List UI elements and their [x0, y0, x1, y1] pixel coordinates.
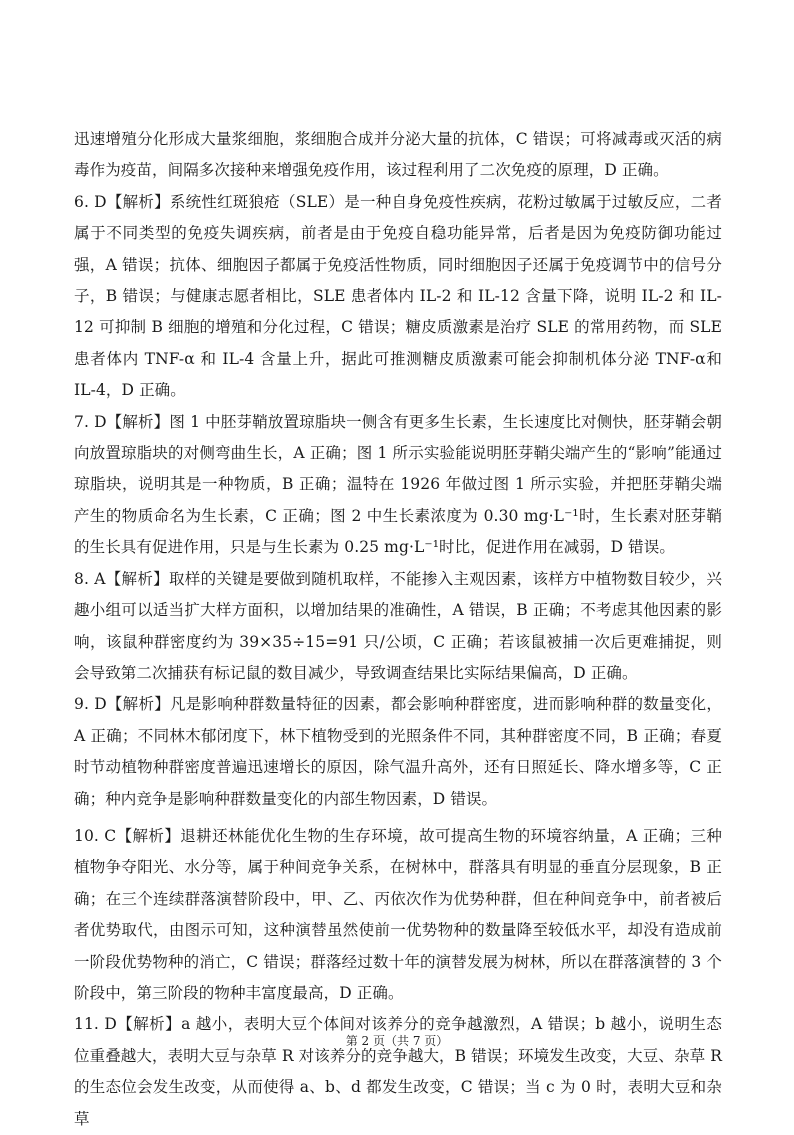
document-body — [74, 124, 722, 1135]
answer-10: 10. C【解析】退耕还林能优化生物的生存环境，故可提高生物的环境容纳量，A 正确；三种植物争夺阳光、水分等，属于种间竞争关系，在树林中，群落具有明显的垂直分层现象，B 正确；在三个连续群落演替阶段中，甲、乙、丙依次作为优势种群，但在种间竞争中，前者被后者优势取代，由图示可知，这种演替虽然使前一优势物种的数量降至较低水平，却没有造成前一阶段优势物种的消亡，C 错误；群落经过数十年的演替发展为树林，所以在群落演替的 3 个阶段中，第三阶段的物种丰富度最高，D 正确。 — [74, 826, 722, 1002]
answer-8: 8. A【解析】取样的关键是要做到随机取样，不能掺入主观因素，该样方中植物数目较少，兴趣小组可以适当扩大样方面积，以增加结果的准确性，A 错误，B 正确；不考虑其他因素的影响，该鼠种群密度约为 39×35÷15=91 只/公顷，C 正确；若该鼠被捕一次后更难捕捉，则会导致第二次捕获有标记鼠的数目减少，导致调查结果比实际结果偏高，D 正确。 — [74, 569, 722, 682]
answer-9: 9. D【解析】凡是影响种群数量特征的因素，都会影响种群密度，进而影响种群的数量变化，A 正确；不同林木郁闭度下，林下植物受到的光照条件不同，其种群密度不同，B 正确；春夏时节动植物种群密度普遍迅速增长的原因，除气温升高外，还有日照延长、降水增多等，C 正确；种内竞争是影响种群数量变化的内部生物因素，D 错误。 — [74, 695, 722, 808]
page-footer: 第 2 页（共 7 页） — [345, 1034, 449, 1048]
answer-6: 6. D【解析】系统性红斑狼疮（SLE）是一种自身免疫性疾病，花粉过敏属于过敏反应，二者属于不同类型的免疫失调疾病，前者是由于免疫自稳功能异常，后者是因为免疫防御功能过强，A 错误；抗体、细胞因子都属于免疫活性物质，同时细胞因子还属于免疫调节中的信号分子，B 错误；与健康志愿者相比，SLE 患者体内 IL-2 和 IL-12 含量下降，说明 IL-2 和 IL-12 可抑制 B 细胞的增殖和分化过程，C 错误；糖皮质激素是治疗 SLE 的常用药物，而 SLE 患者体内 TNF-α 和 IL-4 含量上升，据此可推测糖皮质激素可能会抑制机体分泌 TNF-α和 IL-4，D 正确。 — [74, 192, 722, 400]
answer-11: 11. D【解析】a 越小，表明大豆个体间对该养分的竞争越激烈，A 错误；b 越小，说明生态位重叠越大，表明大豆与杂草 R 对该养分的竞争越大，B 错误；环境发生改变，大豆、杂草 R 的生态位会发生改变，从而使得 a、b、d 都发生改变，C 错误；当 c 为 0 时，表明大豆和杂草 — [74, 1015, 722, 1128]
answer-7: 7. D【解析】图 1 中胚芽鞘放置琼脂块一侧含有更多生长素，生长速度比对侧快，胚芽鞘会朝向放置琼脂块的对侧弯曲生长，A 正确；图 1 所示实验能说明胚芽鞘尖端产生的“影响”能通过琼脂块，说明其是一种物质，B 正确；温特在 1926 年做过图 1 所示实验，并把胚芽鞘尖端产生的物质命名为生长素，C 正确；图 2 中生长素浓度为 0.30 mg·L⁻¹时，生长素对胚芽鞘的生长具有促进作用，只是与生长素为 0.25 mg·L⁻¹时比，促进作用在减弱，D 错误。 — [74, 412, 722, 557]
paragraph-continuation: 迅速增殖分化形成大量浆细胞，浆细胞合成并分泌大量的抗体，C 错误；可将减毒或灭活的病毒作为疫苗，间隔多次接种来增强免疫作用，该过程利用了二次免疫的原理，D 正确。 — [74, 130, 722, 180]
